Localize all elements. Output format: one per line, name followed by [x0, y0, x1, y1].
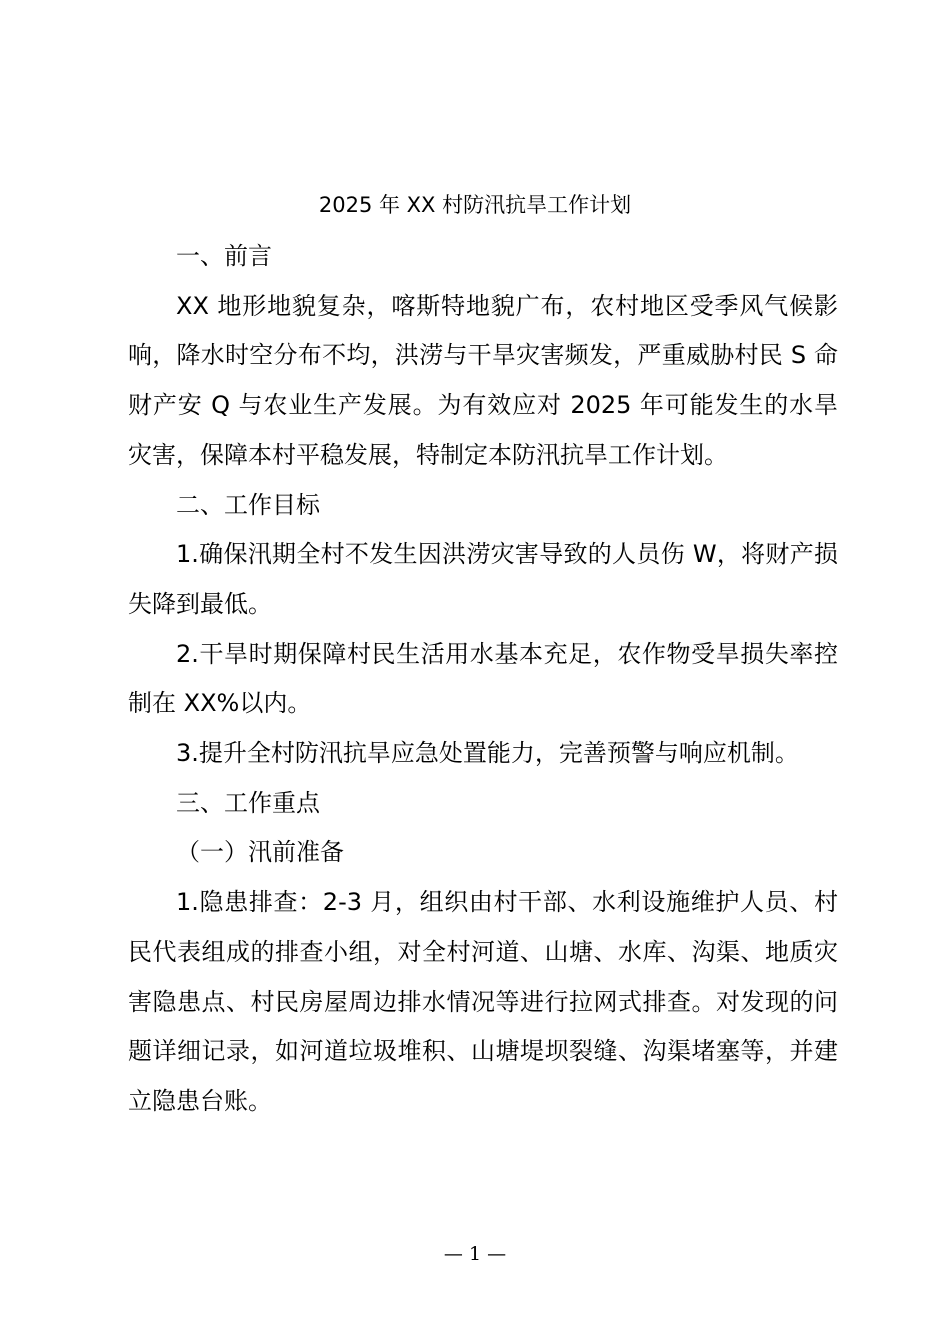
goal-item-2: 2.干旱时期保障村民生活用水基本充足，农作物受旱损失率控制在 XX%以内。 [128, 639, 838, 718]
document-body [128, 232, 838, 1127]
preparation-item-1: 1.隐患排查：2-3 月，组织由村干部、水利设施维护人员、村民代表组成的排查小组，对全村河道、山塘、水库、沟渠、地质灾害隐患点、村民房屋周边排水情况等进行拉网式排查。对发现的问题详细记录，如河道垃圾堆积、山塘堤坝裂缝、沟渠堵塞等，并建立隐患台账。 [128, 888, 838, 1115]
section-heading-goals: 二、工作目标 [176, 490, 320, 519]
preface-paragraph: XX 地形地貌复杂，喀斯特地貌广布，农村地区受季风气候影响，降水时空分布不均，洪涝与干旱灾害频发，严重威胁村民 S 命财产安 Q 与农业生产发展。为有效应对 2025 年可能发生的水旱灾害，保障本村平稳发展，特制定本防汛抗旱工作计划。 [128, 291, 838, 469]
subsection-heading-preparation: （一）汛前准备 [176, 838, 344, 867]
section-heading-focus: 三、工作重点 [176, 788, 320, 817]
goal-item-3: 3.提升全村防汛抗旱应急处置能力，完善预警与响应机制。 [176, 739, 799, 768]
page-number: — 1 — [443, 1243, 507, 1265]
goal-item-1: 1.确保汛期全村不发生因洪涝灾害导致的人员伤 W，将财产损失降到最低。 [128, 540, 838, 618]
document-title: 2025 年 XX 村防汛抗旱工作计划 [318, 193, 632, 217]
section-heading-preface: 一、前言 [176, 242, 272, 270]
